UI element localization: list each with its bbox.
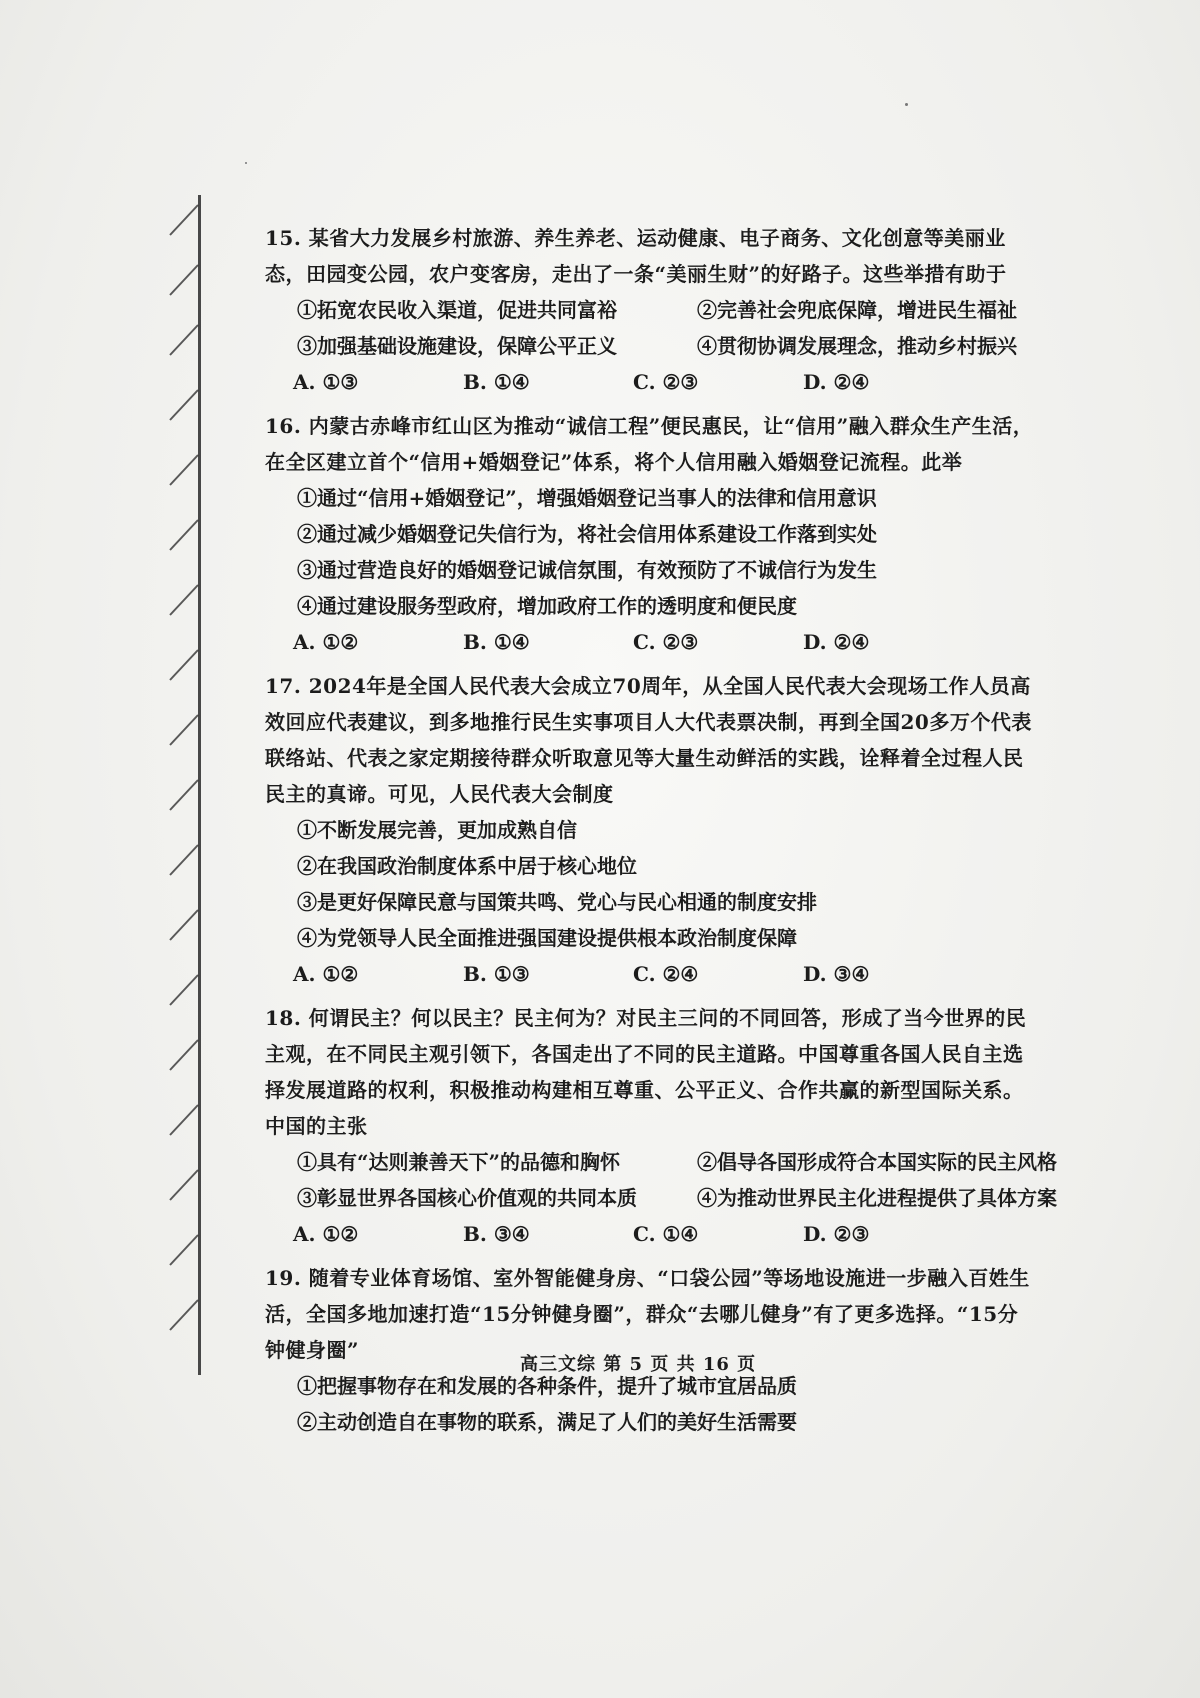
statement: ②完善社会兜底保障，增进民生福祉 [697,298,1017,322]
statement: ④贯彻协调发展理念，推动乡村振兴 [697,334,1017,358]
statement: ①拓宽农民收入渠道，促进共同富裕 [297,298,617,322]
choice-d: D. ③④ [803,962,870,986]
statement: ②主动创造自在事物的联系，满足了人们的美好生活需要 [297,1410,797,1434]
answer-choices [293,624,1035,660]
binding-line [198,195,201,1375]
statement: ③加强基础设施建设，保障公平正义 [297,334,617,358]
choice-d: D. ②③ [803,1222,870,1246]
question-18 [265,1000,1057,1252]
page-footer: 高三文综 第 5 页 共 16 页 [520,1354,757,1375]
choice-d: D. ②④ [803,370,870,394]
question-stem: 17. 2024年是全国人民代表大会成立70周年，从全国人民代表大会现场工作人员高效回应代表建议，到多地推行民生实事项目人大代表票决制，再到全国20多万个代表联络站、代表之家定期接待群众听取意见等大量生动鲜活的实践，诠释着全过程人民民主的真谛。可见，人民代表大会制度 [265,674,1032,806]
statement: ②通过减少婚姻登记失信行为，将社会信用体系建设工作落到实处 [297,522,877,546]
answer-choices [293,364,1035,400]
choice-a: A. ①② [293,1222,359,1246]
choice-c: C. ②③ [633,630,699,654]
choice-b: B. ①③ [463,962,530,986]
exam-page [265,220,1057,1448]
statement: ①通过“信用+婚姻登记”，增强婚姻登记当事人的法律和信用意识 [297,486,877,510]
choice-c: C. ②④ [633,962,699,986]
statement-grid [297,292,1035,364]
answer-choices [293,1216,1035,1252]
statement: ①具有“达则兼善天下”的品德和胸怀 [297,1150,621,1174]
statement: ②倡导各国形成符合本国实际的民主风格 [697,1150,1057,1174]
binding-hatch-marks [168,195,208,1375]
question-15 [265,220,1035,400]
statement: ①把握事物存在和发展的各种条件，提升了城市宜居品质 [297,1374,797,1398]
choice-a: A. ①② [293,962,359,986]
statement: ①不断发展完善，更加成熟自信 [297,818,577,842]
statement: ③是更好保障民意与国策共鸣、党心与民心相通的制度安排 [297,890,817,914]
choice-a: A. ①② [293,630,359,654]
scan-speck [245,162,247,164]
choice-c: C. ①④ [633,1222,699,1246]
choice-d: D. ②④ [803,630,870,654]
question-stem: 19. 随着专业体育场馆、室外智能健身房、“口袋公园”等场地设施进一步融入百姓生活，全国多地加速打造“15分钟健身圈”，群众“去哪儿健身”有了更多选择。“15分钟健身圈” [265,1266,1030,1362]
question-16 [265,408,1035,660]
statement: ④为党领导人民全面推进强国建设提供根本政治制度保障 [297,926,797,950]
statement: ③彰显世界各国核心价值观的共同本质 [297,1186,637,1210]
choice-b: B. ①④ [463,370,530,394]
statement: ②在我国政治制度体系中居于核心地位 [297,854,637,878]
statement: ③通过营造良好的婚姻登记诚信氛围，有效预防了不诚信行为发生 [297,558,877,582]
choice-c: C. ②③ [633,370,699,394]
statement: ④为推动世界民主化进程提供了具体方案 [697,1186,1057,1210]
scan-speck [905,103,908,106]
answer-choices [293,956,1035,992]
question-stem: 16. 内蒙古赤峰市红山区为推动“诚信工程”便民惠民，让“信用”融入群众生产生活，在全区建立首个“信用+婚姻登记”体系，将个人信用融入婚姻登记流程。此举 [265,414,1034,474]
statement: ④通过建设服务型政府，增加政府工作的透明度和便民度 [297,594,797,618]
question-stem: 18. 何谓民主？何以民主？民主何为？对民主三问的不同回答，形成了当今世界的民主观，在不同民主观引领下，各国走出了不同的民主道路。中国尊重各国人民自主选择发展道路的权利，积极推动构建相互尊重、公平正义、合作共赢的新型国际关系。中国的主张 [265,1006,1027,1138]
choice-a: A. ①③ [293,370,359,394]
choice-b: B. ①④ [463,630,530,654]
question-17 [265,668,1035,992]
statement-grid [297,1144,1057,1216]
choice-b: B. ③④ [463,1222,530,1246]
question-stem: 15. 某省大力发展乡村旅游、养生养老、运动健康、电子商务、文化创意等美丽业态，田园变公园，农户变客房，走出了一条“美丽生财”的好路子。这些举措有助于 [265,226,1007,286]
